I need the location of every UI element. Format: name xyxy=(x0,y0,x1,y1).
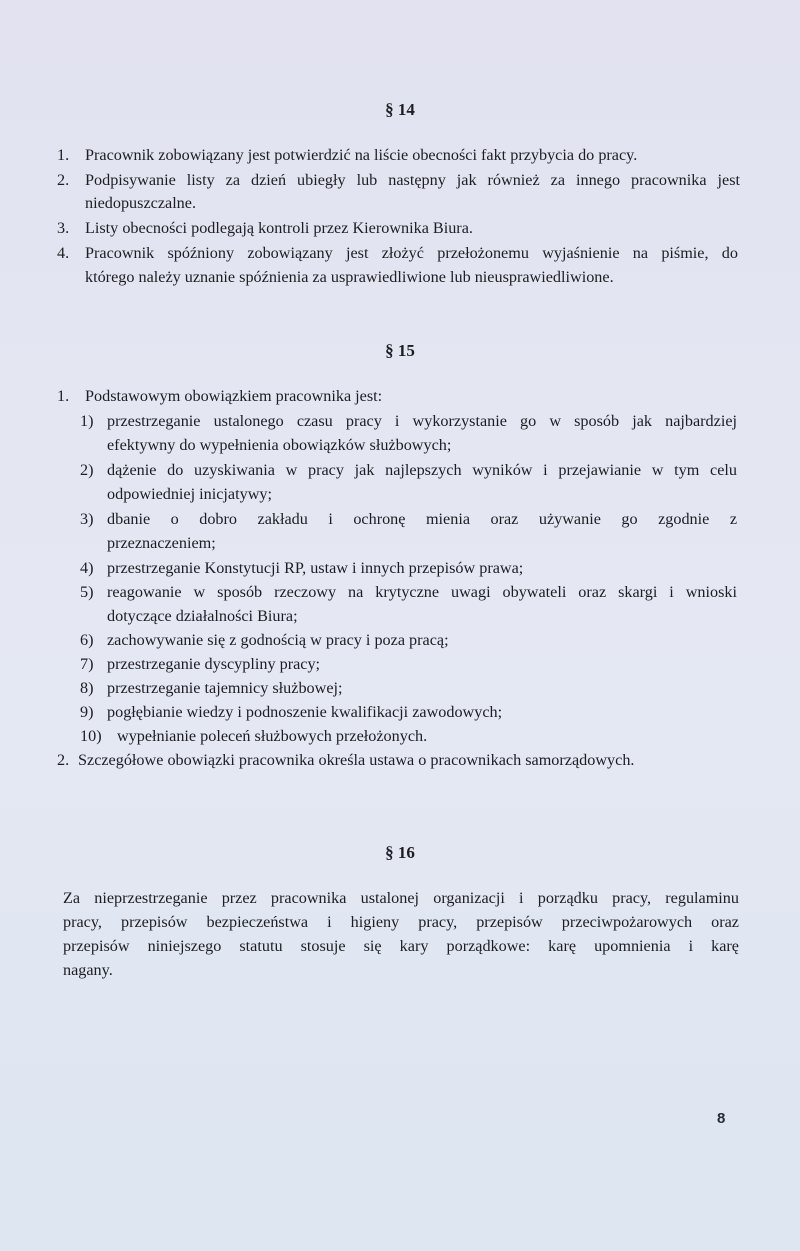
s15-subitem-1-number: 1) xyxy=(80,412,94,430)
s15-subitem-8-line-1: przestrzeganie tajemnicy służbowej; xyxy=(107,679,343,697)
s14-item-4-line-1: Pracownik spóźniony zobowiązany jest złożyć przełożonemu wyjaśnienie na piśmie, do xyxy=(85,244,738,262)
s14-item-1-line-1: Pracownik zobowiązany jest potwierdzić na liście obecności fakt przybycia do pracy. xyxy=(85,146,638,164)
s15-subitem-9-number: 9) xyxy=(80,703,94,721)
s14-item-2-line-2: niedopuszczalne. xyxy=(85,194,197,212)
s15-subitem-7-number: 7) xyxy=(80,655,94,673)
s14-item-4-line-2: którego należy uznanie spóźnienia za usprawiedliwione lub nieusprawiedliwione. xyxy=(85,268,614,286)
s15-subitem-2-line-1: dążenie do uzyskiwania w pracy jak najlepszych wyników i przejawianie w tym celu xyxy=(107,461,737,479)
s15-subitem-5-line-1: reagowanie w sposób rzeczowy na krytyczne uwagi obywateli oraz skargi i wnioski xyxy=(107,583,737,601)
s14-item-3-number: 3. xyxy=(57,219,70,237)
s14-item-3-line-1: Listy obecności podlegają kontroli przez Kierownika Biura. xyxy=(85,219,473,237)
s15-subitem-10-number: 10) xyxy=(80,727,102,745)
section-heading-16: § 16 xyxy=(385,843,415,862)
s15-subitem-9-line-1: pogłębianie wiedzy i podnoszenie kwalifikacji zawodowych; xyxy=(107,703,503,721)
s15-subitem-5-line-2: dotyczące działalności Biura; xyxy=(107,607,298,625)
s14-item-1-number: 1. xyxy=(57,146,70,164)
s15-item-1-number: 1. xyxy=(57,387,70,405)
s16-line-3: przepisów niniejszego statutu stosuje się kary porządkowe: karę upomnienia i karę xyxy=(63,937,739,955)
s15-item-1-text: Podstawowym obowiązkiem pracownika jest: xyxy=(85,387,383,405)
s15-subitem-3-line-1: dbanie o dobro zakładu i ochronę mienia oraz używanie go zgodnie z xyxy=(107,510,737,528)
s15-subitem-6-number: 6) xyxy=(80,631,94,649)
s15-subitem-1-line-2: efektywny do wypełnienia obowiązków służbowych; xyxy=(107,436,452,454)
s16-line-2: pracy, przepisów bezpieczeństwa i higieny pracy, przepisów przeciwpożarowych oraz xyxy=(63,913,739,931)
s15-subitem-2-line-2: odpowiedniej inicjatywy; xyxy=(107,485,272,503)
s15-subitem-4-number: 4) xyxy=(80,559,94,577)
s15-subitem-10-line-1: wypełnianie poleceń służbowych przełożonych. xyxy=(117,727,428,745)
s15-subitem-5-number: 5) xyxy=(80,583,94,601)
s15-subitem-3-line-2: przeznaczeniem; xyxy=(107,534,216,552)
s14-item-4-number: 4. xyxy=(57,244,70,262)
s14-item-2-number: 2. xyxy=(57,171,70,189)
section-heading-14: § 14 xyxy=(385,100,415,119)
s15-item-2-text: Szczegółowe obowiązki pracownika określa ustawa o pracownikach samorządowych. xyxy=(78,751,635,769)
s15-subitem-6-line-1: zachowywanie się z godnością w pracy i poza pracą; xyxy=(107,631,449,649)
s15-subitem-7-line-1: przestrzeganie dyscypliny pracy; xyxy=(107,655,321,673)
s15-subitem-2-number: 2) xyxy=(80,461,94,479)
s14-item-2-line-1: Podpisywanie listy za dzień ubiegły lub następny jak również za innego pracownika jest xyxy=(85,171,740,189)
s15-subitem-3-number: 3) xyxy=(80,510,94,528)
page-number: 8 xyxy=(717,1110,726,1127)
s15-subitem-4-line-1: przestrzeganie Konstytucji RP, ustaw i innych przepisów prawa; xyxy=(107,559,524,577)
section-heading-15: § 15 xyxy=(385,341,415,360)
s15-subitem-1-line-1: przestrzeganie ustalonego czasu pracy i wykorzystanie go w sposób jak najbardziej xyxy=(107,412,737,430)
s15-subitem-8-number: 8) xyxy=(80,679,94,697)
s16-line-4: nagany. xyxy=(63,961,113,979)
s16-line-1: Za nieprzestrzeganie przez pracownika ustalonej organizacji i porządku pracy, regulaminu xyxy=(63,889,739,907)
s15-item-2-number: 2. xyxy=(57,751,70,769)
